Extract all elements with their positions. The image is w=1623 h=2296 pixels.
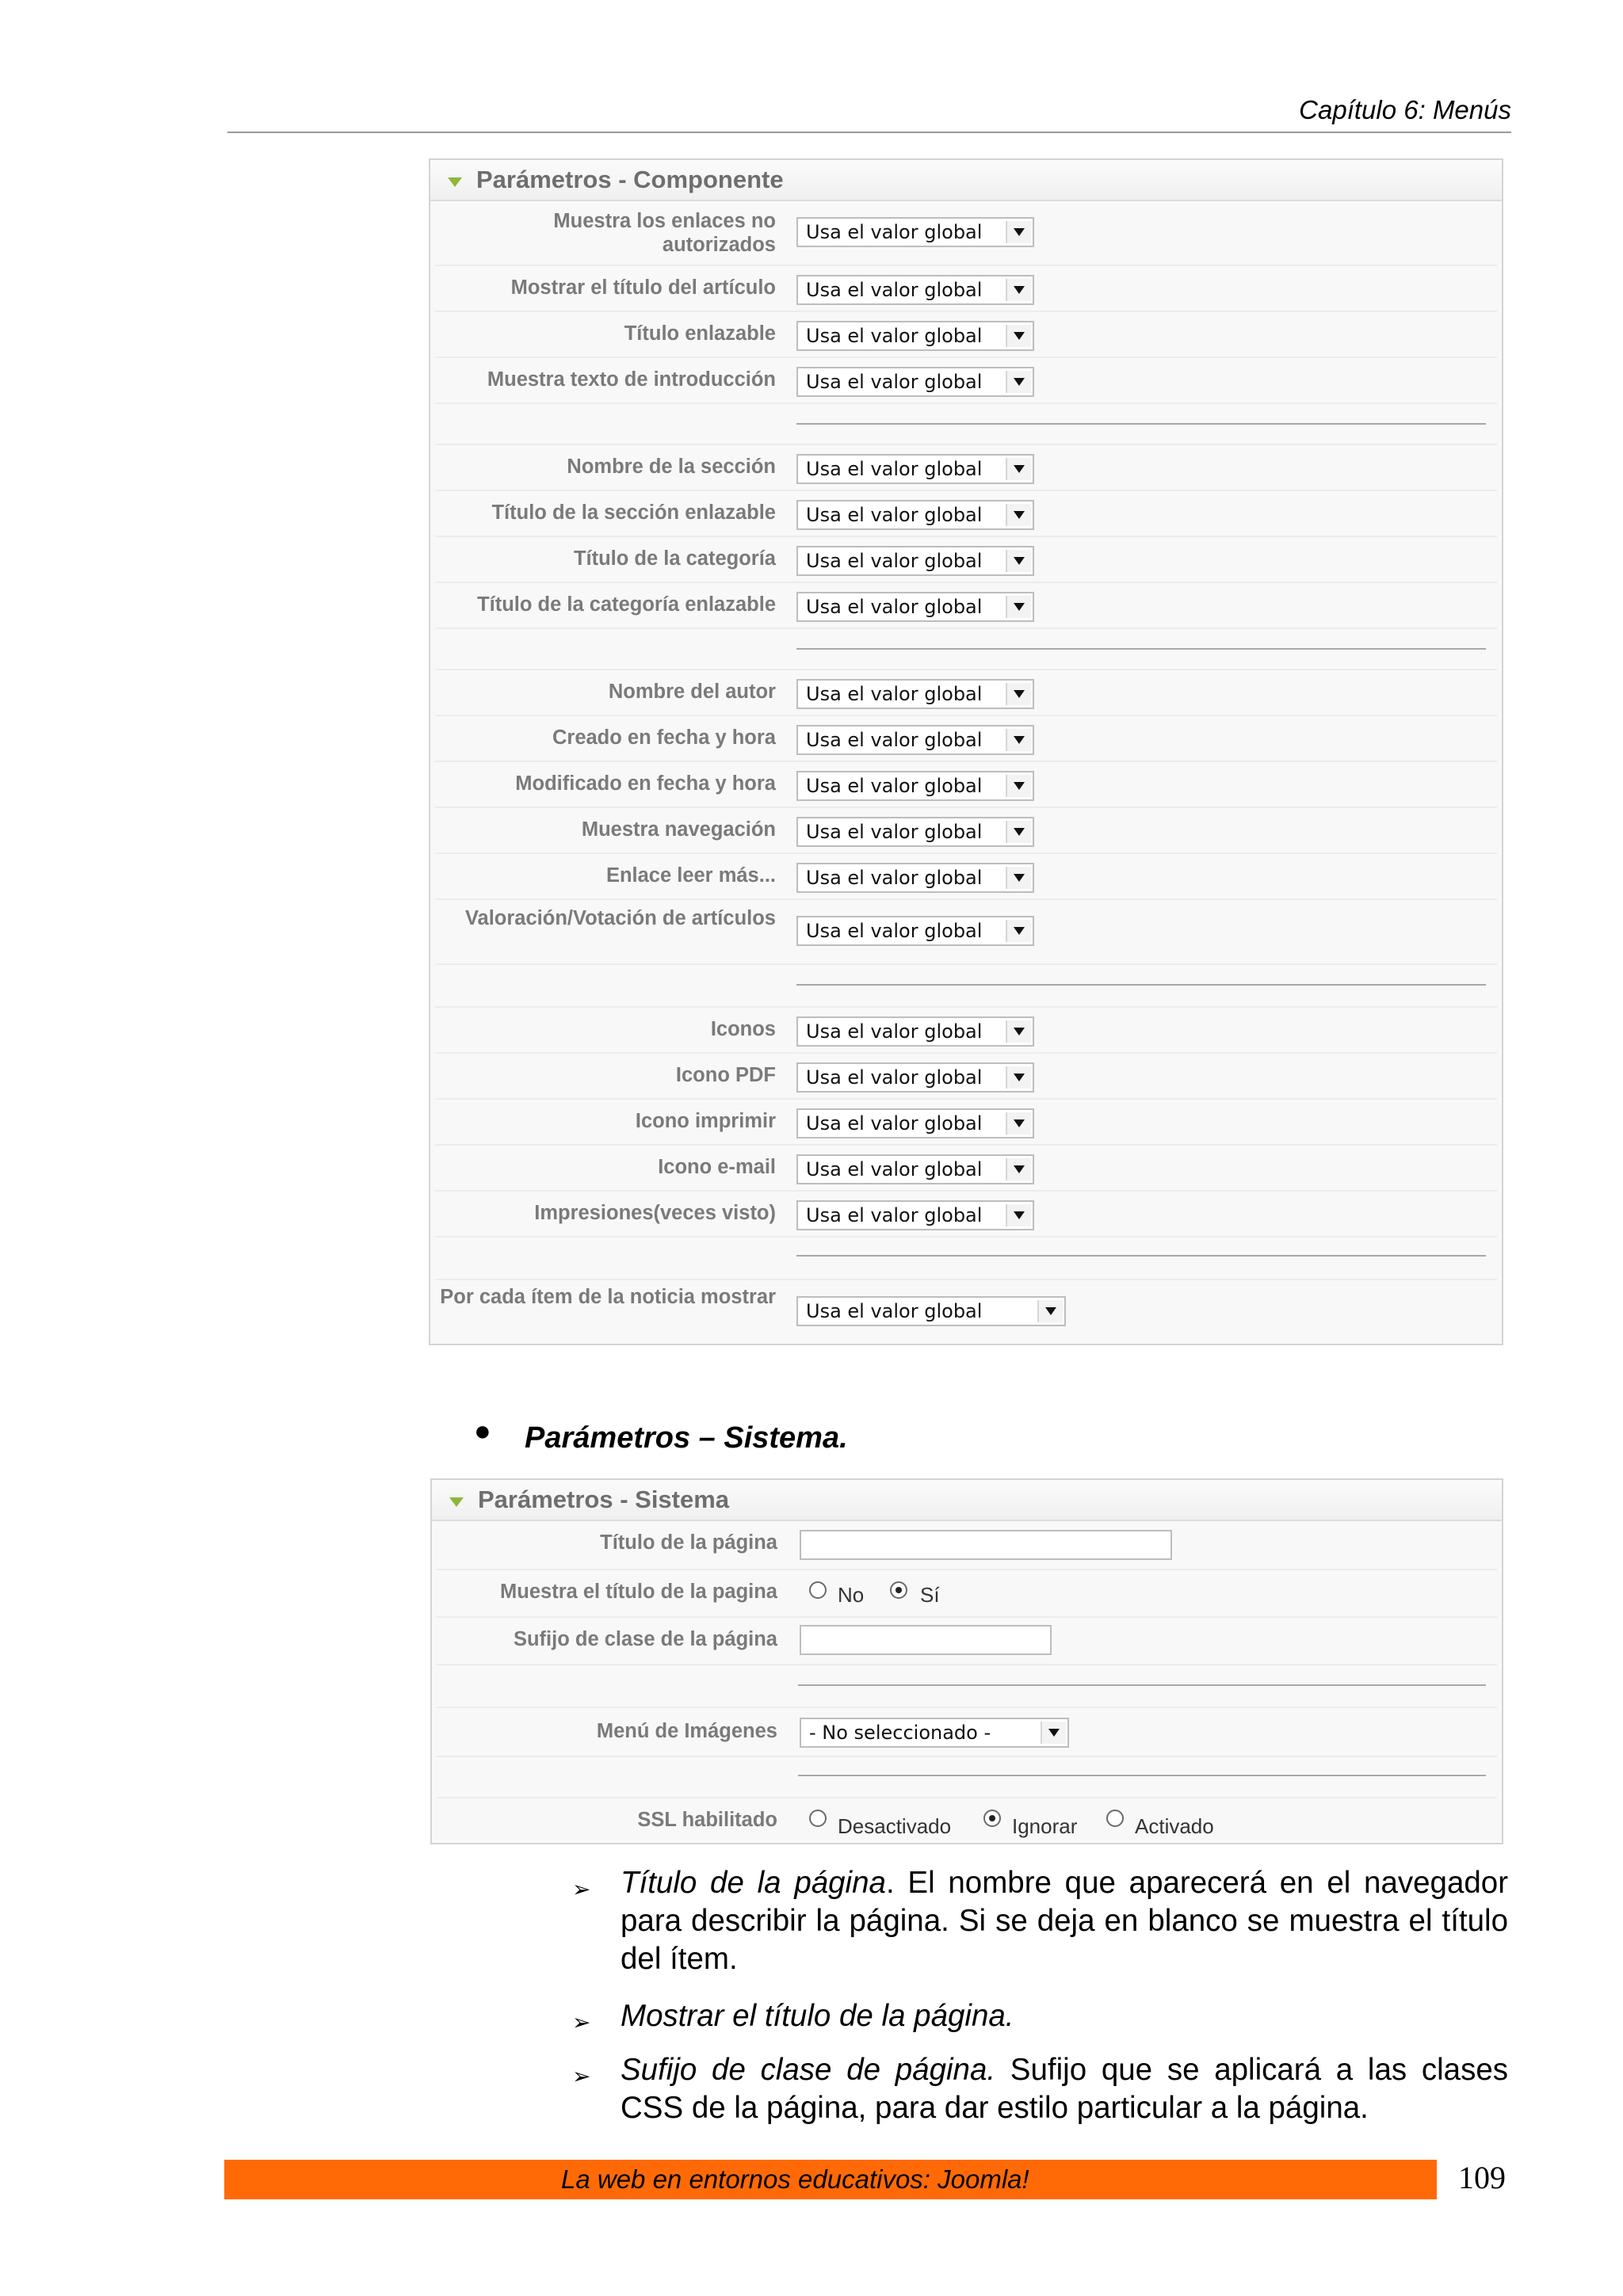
dropdown-arrow-icon[interactable] <box>1006 504 1031 526</box>
separator-line <box>796 984 1486 986</box>
param-row <box>435 852 1497 900</box>
dropdown-arrow-icon[interactable] <box>1006 221 1031 243</box>
param-select[interactable]: Usa el valor global <box>796 863 1034 893</box>
param-label: Título de la sección enlazable <box>491 502 776 524</box>
param-row <box>435 898 1497 965</box>
param-label: Icono imprimir <box>635 1110 776 1132</box>
dropdown-arrow-icon[interactable] <box>1006 279 1031 301</box>
separator-row <box>435 402 1497 445</box>
param-select[interactable]: Usa el valor global <box>796 1154 1034 1184</box>
ssl-ignore-radio[interactable] <box>983 1810 1001 1827</box>
dropdown-arrow-icon[interactable] <box>1006 821 1031 843</box>
param-select[interactable]: Usa el valor global <box>796 217 1034 247</box>
param-select[interactable]: Usa el valor global <box>796 725 1034 755</box>
param-row <box>435 1052 1497 1100</box>
param-row <box>435 311 1497 358</box>
param-row <box>435 444 1497 491</box>
dropdown-arrow-icon[interactable] <box>1006 920 1031 942</box>
param-row <box>435 490 1497 537</box>
dropdown-arrow-icon[interactable] <box>1037 1300 1063 1322</box>
param-row <box>435 1190 1497 1238</box>
param-label: Título de la categoría <box>573 547 776 570</box>
dropdown-arrow-icon[interactable] <box>1041 1722 1066 1744</box>
param-label: Muestra navegación <box>581 818 776 841</box>
separator-line <box>796 648 1486 650</box>
collapse-triangle-icon[interactable] <box>448 177 462 187</box>
param-select[interactable]: Usa el valor global <box>796 679 1034 709</box>
param-select[interactable]: Usa el valor global <box>796 500 1034 530</box>
panel-title: Parámetros - Sistema <box>478 1486 730 1513</box>
ssl-enabled-radio[interactable] <box>1106 1810 1124 1827</box>
param-row <box>435 761 1497 808</box>
dropdown-arrow-icon[interactable] <box>1006 325 1031 347</box>
dropdown-arrow-icon[interactable] <box>1006 458 1031 480</box>
param-select[interactable]: Usa el valor global <box>796 771 1034 801</box>
param-row <box>435 1279 1497 1341</box>
param-select[interactable]: Usa el valor global <box>796 1108 1034 1138</box>
separator-row <box>437 1664 1497 1708</box>
separator-row <box>435 627 1497 670</box>
param-row <box>437 1521 1497 1570</box>
system-parameters-panel <box>430 1478 1503 1844</box>
ssl-disabled-radio[interactable] <box>809 1810 827 1827</box>
param-label: Icono e-mail <box>658 1156 776 1178</box>
dropdown-arrow-icon[interactable] <box>1006 683 1031 705</box>
separator-line <box>798 1775 1486 1776</box>
param-select[interactable]: Usa el valor global <box>796 321 1034 351</box>
dropdown-arrow-icon[interactable] <box>1006 1020 1031 1043</box>
param-label: Muestra los enlaces no autorizados <box>553 210 776 256</box>
collapse-triangle-icon[interactable] <box>449 1497 464 1507</box>
param-row <box>435 1006 1497 1054</box>
param-row <box>435 715 1497 762</box>
radio-label-yes: Sí <box>920 1583 940 1607</box>
param-label: Creado en fecha y hora <box>552 727 776 749</box>
page-title-input[interactable] <box>800 1530 1172 1560</box>
list-item <box>621 1864 1508 1978</box>
list-item-term: Mostrar el título de la página. <box>621 1999 1014 2033</box>
param-select[interactable]: Usa el valor global <box>796 275 1034 305</box>
separator-line <box>796 1255 1486 1257</box>
param-row <box>437 1707 1497 1757</box>
param-select[interactable]: Usa el valor global <box>796 1016 1034 1047</box>
param-select[interactable]: Usa el valor global <box>796 454 1034 484</box>
list-item-term: Sufijo de clase de página. <box>621 2053 996 2087</box>
param-row <box>435 1098 1497 1146</box>
param-label: SSL habilitado <box>637 1809 777 1831</box>
param-row <box>435 536 1497 583</box>
list-marker-icon: ➢ <box>572 1877 591 1901</box>
component-parameters-panel <box>429 158 1503 1345</box>
param-label: Mostrar el título del artículo <box>510 277 776 299</box>
param-select[interactable]: Usa el valor global <box>796 916 1034 946</box>
separator-row <box>435 1236 1497 1280</box>
dropdown-arrow-icon[interactable] <box>1006 1066 1031 1089</box>
list-marker-icon: ➢ <box>572 2010 591 2035</box>
chapter-title: Capítulo 6: Menús <box>1299 95 1511 124</box>
show-title-yes-radio[interactable] <box>890 1581 907 1599</box>
list-item-text: Sufijo que se aplicará a las clases CSS de la página, para dar estilo particular a la página. <box>621 2053 1508 2125</box>
dropdown-arrow-icon[interactable] <box>1006 867 1031 889</box>
dropdown-arrow-icon[interactable] <box>1006 550 1031 572</box>
param-label: Título de la categoría enlazable <box>477 593 776 616</box>
list-item-term: Título de la página <box>621 1866 886 1900</box>
param-select[interactable]: Usa el valor global <box>796 592 1034 622</box>
param-label: Menú de Imágenes <box>596 1720 777 1742</box>
param-row <box>437 1797 1497 1841</box>
dropdown-arrow-icon[interactable] <box>1006 596 1031 618</box>
param-label: Valoración/Votación de artículos <box>464 907 776 929</box>
dropdown-arrow-icon[interactable] <box>1006 775 1031 797</box>
param-row <box>435 201 1497 266</box>
param-row <box>437 1616 1497 1665</box>
param-select[interactable]: Usa el valor global <box>796 817 1034 847</box>
dropdown-arrow-icon[interactable] <box>1006 371 1031 393</box>
param-row <box>435 1144 1497 1192</box>
radio-label-enabled: Activado <box>1135 1814 1214 1838</box>
bullet-dot: ● <box>474 1414 491 1447</box>
param-label: Enlace leer más... <box>605 864 776 887</box>
separator-line <box>796 423 1486 425</box>
footer-text: La web en entornos educativos: Joomla! <box>561 2164 1029 2194</box>
page-footer <box>224 2160 1437 2199</box>
param-select[interactable]: Usa el valor global <box>796 1296 1066 1326</box>
param-label: Icono PDF <box>675 1064 776 1086</box>
param-select[interactable]: Usa el valor global <box>796 367 1034 397</box>
panel-header[interactable] <box>432 1480 1502 1521</box>
param-select[interactable]: Usa el valor global <box>796 1062 1034 1093</box>
dropdown-arrow-icon[interactable] <box>1006 1112 1031 1135</box>
page-header <box>227 93 1511 133</box>
list-item-text: . El nombre que aparecerá en el navegador para describir la página. Si se deja en blanco se muestra el título del ítem. <box>621 1866 1509 1976</box>
param-label: Título de la página <box>600 1531 777 1554</box>
list-item <box>621 2051 1508 2127</box>
dropdown-arrow-icon[interactable] <box>1006 729 1031 751</box>
dropdown-arrow-icon[interactable] <box>1006 1158 1031 1180</box>
show-title-no-radio[interactable] <box>809 1581 827 1599</box>
section-heading: Parámetros – Sistema. <box>525 1421 848 1455</box>
param-label: Por cada ítem de la noticia mostrar <box>440 1286 776 1308</box>
separator-row <box>437 1756 1497 1798</box>
param-label: Modificado en fecha y hora <box>515 772 776 795</box>
param-label: Muestra el título de la pagina <box>500 1581 777 1603</box>
page-number: 109 <box>1458 2160 1506 2195</box>
param-select[interactable]: Usa el valor global <box>796 1200 1034 1230</box>
param-row <box>435 669 1497 716</box>
radio-label-disabled: Desactivado <box>838 1814 952 1838</box>
param-row <box>435 807 1497 854</box>
param-label: Impresiones(veces visto) <box>534 1202 776 1224</box>
panel-title: Parámetros - Componente <box>476 166 784 193</box>
param-row <box>435 357 1497 404</box>
list-item <box>621 1997 1508 2035</box>
radio-label-ignore: Ignorar <box>1012 1814 1078 1838</box>
param-label: Título enlazable <box>624 322 776 345</box>
panel-header[interactable] <box>430 160 1502 201</box>
param-row <box>435 582 1497 629</box>
image-menu-select[interactable]: - No seleccionado - <box>800 1718 1069 1748</box>
separator-line <box>798 1684 1486 1686</box>
param-row <box>437 1569 1497 1618</box>
page-suffix-input[interactable] <box>800 1625 1052 1655</box>
param-row <box>435 265 1497 312</box>
dropdown-arrow-icon[interactable] <box>1006 1204 1031 1226</box>
param-label: Iconos <box>710 1018 776 1040</box>
separator-row <box>435 963 1497 1008</box>
list-marker-icon: ➢ <box>572 2064 591 2088</box>
param-label: Sufijo de clase de la página <box>513 1628 777 1650</box>
param-select[interactable]: Usa el valor global <box>796 546 1034 576</box>
param-label: Nombre del autor <box>608 681 776 703</box>
radio-label-no: No <box>838 1583 865 1607</box>
param-label: Nombre de la sección <box>567 456 776 478</box>
param-label: Muestra texto de introducción <box>487 368 776 391</box>
